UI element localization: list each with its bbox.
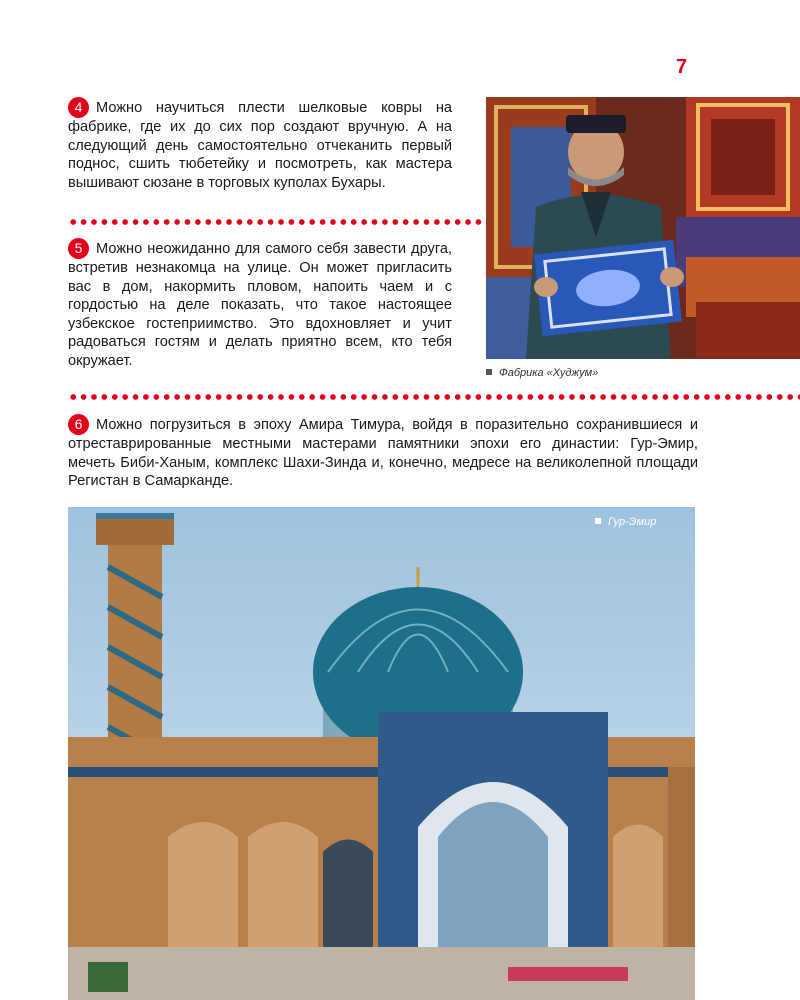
photo-caption: Гур-Эмир [595,516,656,528]
gur-emir-photo [68,507,695,1000]
item-text: Можно погрузиться в эпоху Амира Тимура, войдя в поразительно сохранившиеся и отреставрированные местными мастерами памятники эпохи его династии: Гур-Эмир, мечеть Биби-Ханым, комплекс Шахи-Зинда и, конечно, медресе на великолепной площади Регистан в Самарканде. [68,417,698,490]
item-number-badge: 4 [68,97,89,118]
dotted-divider [68,394,800,400]
item-text: Можно неожиданно для самого себя завести друга, встретив незнакомца на улице. Он может пригласить вас в дом, накормить пловом, напоить чаем и с гордостью на деле показать, что такое настоящее узбекское гостеприимство. Это вдохновляет и учит радоваться гостям и делать приятно всем, кто тебя окружает. [68,241,452,369]
list-item-5 [68,238,452,371]
item-number-badge: 5 [68,238,89,259]
list-item-6 [68,414,698,491]
page-number: 7 [676,56,688,78]
photo-caption: Фабрика «Худжум» [486,367,598,379]
item-number-badge: 6 [68,414,89,435]
craftsman-photo [486,97,800,359]
caption-square-icon [486,369,492,375]
caption-square-icon [595,518,601,524]
item-text: Можно научиться плести шелковые ковры на фабрике, где их до сих пор создают вручную. А на следующий день самостоятельно отчеканить первый поднос, сшить тюбетейку и посмотреть, как мастера вышивают сюзане в торговых куполах Бухары. [68,100,452,191]
dotted-divider [68,219,484,225]
list-item-4 [68,97,452,192]
